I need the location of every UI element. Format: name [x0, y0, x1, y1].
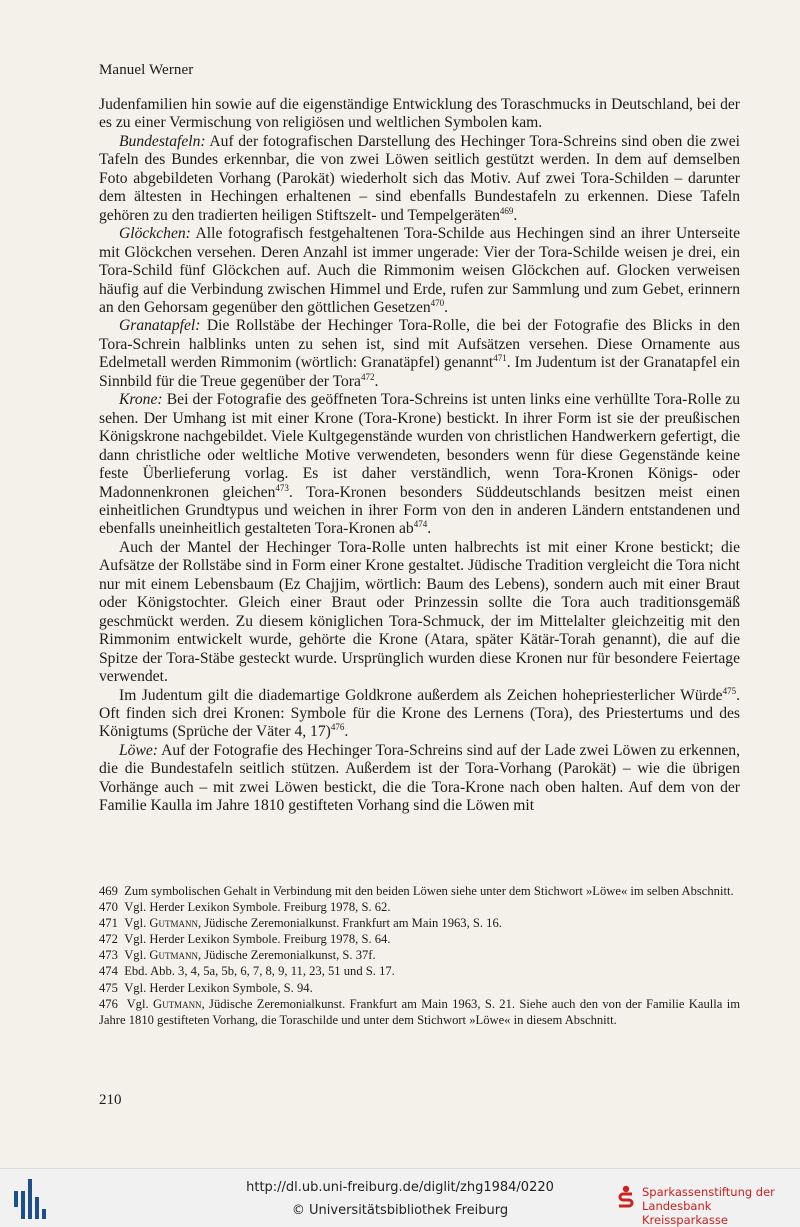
- footnote-ref-474[interactable]: 474: [413, 519, 428, 530]
- paragraph-gloeckchen: Glöckchen: Alle fotografisch festgehaltenen Tora-Schilde aus Hechingen sind an ihrer Unterseite mit Glöckchen versehen. Deren Anzahl ist immer ungerade: Vier der Tora-Schilde weisen je drei, ein Tora-Schild fünf Glöckchen auf. Auch die Rimmonim weisen Glöckchen auf. Glocken verweisen häufig auf die Verbindung zwischen Himmel und Erde, rufen zur Sammlung und zum Gebet, erinnern an den Gehorsam gegenüber den göttlichen Gesetzen$^{470}$.: [99, 225, 740, 316]
- copyright-notice: © Universitätsbibliothek Freiburg: [291, 1203, 509, 1218]
- footnote-ref-473[interactable]: 473: [275, 482, 289, 493]
- paragraph-goldkrone: Im Judentum gilt die diademartige Goldkrone außerdem als Zeichen hohepriesterlicher Würde$^{475}$. Oft finden sich drei Kronen: Symbole für die Krone des Lernens (Tora), des Priestertums und des Königtums (Sprüche der Väter 4, 17)$^{476}$.: [99, 685, 740, 741]
- footnote-470: 470 Vgl. Herder Lexikon Symbole. Freiburg 1978, S. 62.: [99, 900, 391, 915]
- paragraph-granatapfel: Granatapfel: Die Rollstäbe der Hechinger Tora-Rolle, die bei der Fotografie des Blicks in den Tora-Schrein halblinks unten zu sehen ist, sind mit Aufsätzen versehen. Diese Ornamente aus Edelmetall werden Rimmonim (wörtlich: Granatäpfel) genannt$^{471}$. Im Judentum ist der Granatapfel ein Sinnbild für die Treue gegenüber der Tora$^{472}$.: [99, 317, 740, 390]
- keyword-krone: Krone:: [119, 391, 163, 409]
- footnote-475: 475 Vgl. Herder Lexikon Symbole, S. 94.: [99, 980, 313, 995]
- body-text: [99, 96, 740, 816]
- footnote-473: 473 Vgl. Gutmann, Jüdische Zeremonialkunst, S. 37f.: [99, 948, 376, 963]
- footnote-ref-470[interactable]: 470: [430, 297, 445, 308]
- keyword-granatapfel: Granatapfel:: [119, 317, 201, 335]
- footnotes: [99, 883, 740, 1028]
- paragraph-krone: Krone: Bei der Fotografie des geöffneten Tora-Schreins ist unten links eine verhüllte Tora-Rolle zu sehen. Der Umhang ist mit einer Krone (Tora-Krone) bestickt. In ihrer Form ist sie der preußischen Königskrone nachgebildet. Viele Kultgegenstände wurden von christlichen Handwerkern gefertigt, die dann christliche oder weltliche Motive verwendeten, besonders wenn für diese Gegenstände keine feste Überlieferung vorlag. Es ist daher verständlich, wenn Tora-Kronen Königs- oder Madonnenkronen gleichen$^{473}$. Tora-Kronen besonders Süddeutschlands besitzen meist einen einheitlichen Grundtypus und weichen in ihrer Form von den in anderen Ländern entstandenen und ebenfalls uneinheitlich gestalteten Tora-Kronen $ab^{474}$.: [99, 391, 740, 538]
- page-number: 210: [99, 1092, 122, 1108]
- footnote-ref-469[interactable]: 469: [499, 205, 514, 216]
- keyword-bundestafeln: Bundestafeln:: [119, 132, 206, 150]
- sparkasse-icon: [617, 1185, 635, 1211]
- keyword-loewe: Löwe:: [119, 741, 158, 759]
- footnote-ref-472[interactable]: 472: [360, 371, 375, 382]
- footnote-476: 476 Vgl. Gutmann, Jüdische Zeremonialkunst. Frankfurt am Main 1963, S. 21. Siehe auch den von der Familie Kaulla im Jahre 1810 gestifteten Vorhang, die Toraschilde und unter dem Stichwort »Löwe« in diesem Abschnitt.: [99, 996, 741, 1027]
- footnote-ref-476[interactable]: 476: [330, 722, 345, 733]
- sponsor-text: Sparkassenstiftung der Landesbank Kreissparkasse: [642, 1185, 775, 1227]
- footnote-ref-475[interactable]: 475: [722, 685, 737, 696]
- author-name: Gutmann: [152, 996, 202, 1011]
- paragraph-bundestafeln: Bundestafeln: Auf der fotografischen Darstellung des Hechinger Tora-Schreins sind oben die zwei Tafeln des Bundes erkennbar, die von zwei Löwen seitlich gestützt werden. In dem auf demselben Foto abgebildeten Vorhang (Parokät) wiederholt sich das Motiv. Auf zwei Tora-Schilden – darunter dem ältesten in Hechingen erhaltenen – sind ebenfalls Bundestafeln zu erkennen. Diese Tafeln gehören zu den tradierten heiligen Stiftszelt- und Tempelgeräten$^{469}$.: [99, 132, 740, 224]
- permalink-url[interactable]: http://dl.ub.uni-freiburg.de/diglit/zhg1984/0220: [246, 1180, 554, 1195]
- running-head: Manuel Werner: [99, 62, 194, 78]
- footnote-471: 471 Vgl. Gutmann, Jüdische Zeremonialkunst. Frankfurt am Main 1963, S. 16.: [99, 916, 502, 931]
- footnote-472: 472 Vgl. Herder Lexikon Symbole. Freiburg 1978, S. 64.: [99, 932, 391, 947]
- author-name: Gutmann: [149, 948, 198, 963]
- viewer-footer: [0, 1168, 800, 1227]
- footnote-469: 469 Zum symbolischen Gehalt in Verbindung mit den beiden Löwen siehe unter dem Stichwort »Löwe« im selben Abschnitt.: [99, 884, 734, 898]
- paragraph-loewe: Löwe: Auf der Fotografie des Hechinger Tora-Schreins sind auf der Lade zwei Löwen zu erkennen, die die Bundestafeln seitlich stützen. Außerdem ist der Tora-Vorhang (Parokät) – wie die übrigen Vorhänge auch – mit zwei Löwen bestickt, die die Tora-Krone nach oben halten. Auf dem von der Familie Kaulla im Jahre 1810 gestifteten Vorhang sind die Löwen mit: [99, 741, 740, 815]
- keyword-gloeckchen: Glöckchen:: [119, 225, 191, 243]
- paragraph-1: Judenfamilien hin sowie auf die eigenständige Entwicklung des Toraschmucks in Deutschland, bei der es zu einer Vermischung von religiösen und weltlichen Symbolen kam.: [99, 96, 740, 132]
- footnote-ref-471[interactable]: 471: [493, 353, 507, 364]
- paragraph-mantel: Auch der Mantel der Hechinger Tora-Rolle unten halbrechts ist mit einer Krone bestickt; die Aufsätze der Rollstäbe sind in Form einer Krone gestaltet. Jüdische Tradition vergleicht die Tora nicht nur mit einem Lebensbaum (Ez Chajjim, wörtlich: Baum des Lebens), sondern auch mit einer Braut oder Königstochter. Gleich einer Braut oder Prinzessin sollte die Tora auch traditionsgemäß geschmückt werden. Zu diesem königlichen Tora-Schmuck, der im Mittelalter gleichzeitig mit den Rimmonim entwickelt wurde, gehörte die Krone (Atara, später Kätär-Torah genannt), die auf die Spitze der Tora-Stäbe gesteckt wurde. Ursprünglich wurden diese Kronen nur für besondere Feiertage verwendet.: [99, 538, 740, 686]
- footnote-474: 474 Ebd. Abb. 3, 4, 5a, 5b, 6, 7, 8, 9, 11, 23, 51 und S. 17.: [99, 964, 395, 979]
- author-name: Gutmann: [149, 916, 198, 931]
